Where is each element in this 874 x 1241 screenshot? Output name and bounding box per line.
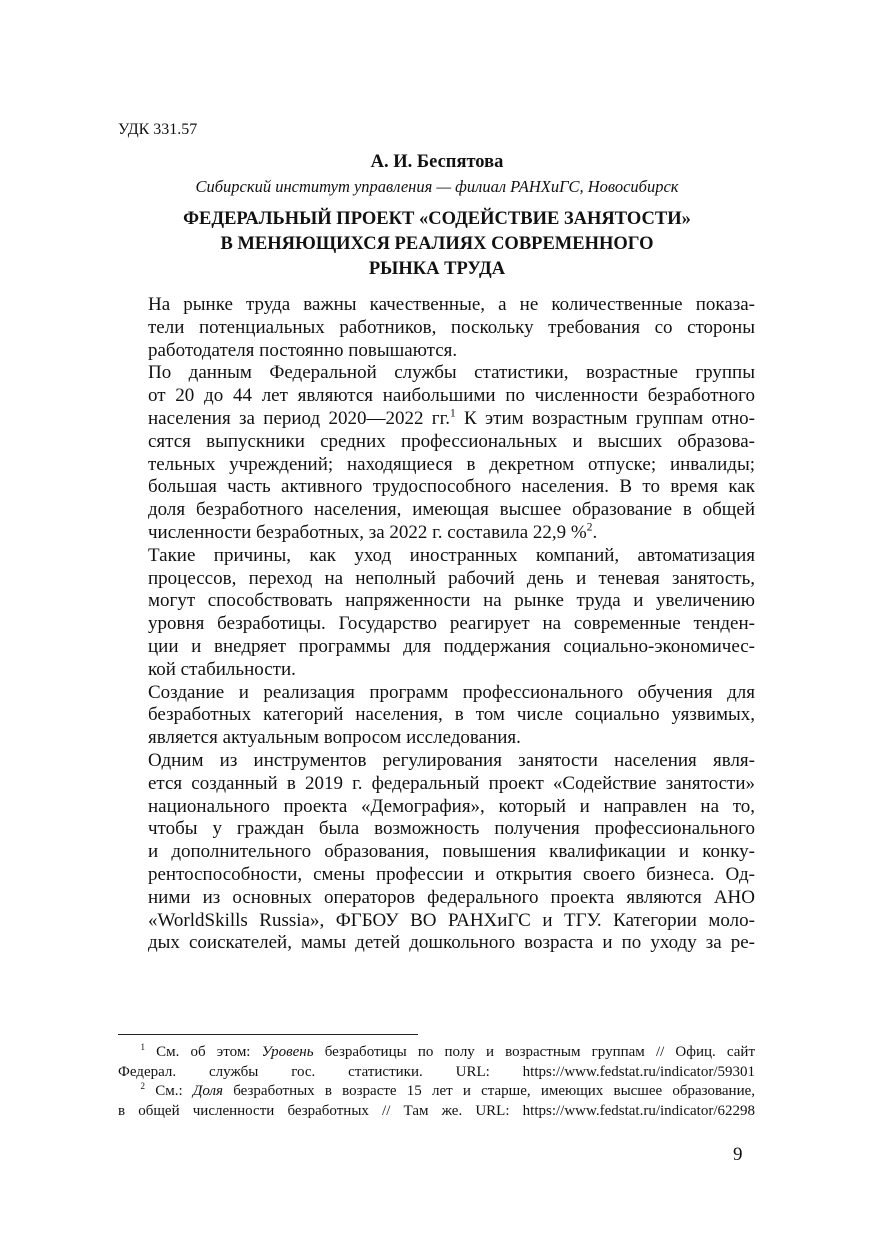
text-segment: . [592,521,598,543]
footnote-number: 2 [140,1081,145,1091]
text-line: ции и внедряет программы для поддержания социально-экономичес- [148,635,755,657]
paragraph-4 [118,682,755,750]
article-body [118,294,755,955]
text-line: ется созданный в 2019 г. федеральный проект «Содействие занятости» [148,772,755,794]
footnote-ref-1[interactable]: 1 [450,407,456,420]
text-line: процессов, переход на неполный рабочий день и теневая занятость, [148,567,755,589]
text-line: Такие причины, как уход иностранных компаний, автоматизация [148,544,755,566]
paragraph-3 [118,545,755,682]
paragraph-2 [118,362,755,544]
text-line: и дополнительного образования, повышения квалификации и конку- [148,841,755,863]
article-title [100,207,774,282]
text-line: от 20 до 44 лет являются наибольшими по численности безработного [148,385,755,407]
footnote-separator [118,1034,418,1035]
text-line: чтобы у граждан была возможность получения профессионального [148,818,755,840]
text-line: По данным Федеральной службы статистики, возрастные группы [148,362,755,384]
title-line: ФЕДЕРАЛЬНЫЙ ПРОЕКТ «СОДЕЙСТВИЕ ЗАНЯТОСТИ» [183,209,691,229]
footnote-line [118,1082,755,1102]
text-line: доля безработного населения, имеющая высшее образование в общей [148,499,755,521]
footnote-1 [118,1043,755,1082]
text-segment: численности безработных, за 2022 г. составила 22,9 % [148,521,587,543]
text-line [118,408,755,431]
text-segment: См. об этом: [145,1044,262,1060]
text-segment-italic: Уровень [261,1044,314,1060]
paragraph-5 [118,750,755,955]
text-line: безработных категорий населения, в том числе социально уязвимых, [148,704,755,726]
udk-code: УДК 331.57 [118,121,198,138]
footnote-line: в общей численности безработных // Там же. URL: https://www.fedstat.ru/indicator/62298 [118,1102,755,1119]
text-segment: безработицы по полу и возрастным группам // Офиц. сайт [313,1044,755,1060]
text-line: сятся выпускники средних профессиональных и высших образова- [148,430,755,452]
text-line: тели потенциальных работников, поскольку требования со стороны [148,316,755,338]
text-segment: См.: [145,1083,193,1099]
footnote-line: Федерал. службы гос. статистики. URL: https://www.fedstat.ru/indicator/59301 [118,1063,755,1080]
text-line: Создание и реализация программ профессионального обучения для [148,681,755,703]
text-line: уровня безработицы. Государство реагирует на современные тенден- [148,613,755,635]
text-segment: безработных в возрасте 15 лет и старше, имеющих высшее образование, [223,1083,756,1099]
title-line: РЫНКА ТРУДА [368,259,506,279]
text-line: кой стабильности. [148,658,296,680]
text-line: ними из основных операторов федерального проекта являются АНО [148,886,755,908]
footnote-ref-2[interactable]: 2 [586,521,593,534]
text-line: могут способствовать напряженности на рынке труда и увеличению [148,590,755,612]
text-segment: населения за период 2020—2022 гг. [148,407,450,429]
text-line [118,522,755,545]
text-line: На рынке труда важны качественные, а не количественные показа- [148,294,755,315]
paragraph-1 [118,294,755,362]
text-line: работодателя постоянно повышаются. [148,339,458,361]
text-line: тельных учреждений; находящиеся в декретном отпуске; инвалиды; [148,453,755,475]
text-segment: К этим возрастным группам отно- [455,407,755,429]
footnote-number: 1 [140,1042,145,1052]
page-number: 9 [733,1144,743,1165]
text-line: большая часть активного трудоспособного населения. В то время как [148,476,755,498]
author-affiliation: Сибирский институт управления — филиал РАНХиГС, Новосибирск [195,177,679,196]
author-name: А. И. Беспятова [370,152,504,172]
text-line: «WorldSkills Russia», ФГБОУ ВО РАНХиГС и ТГУ. Категории моло- [148,909,755,931]
footnote-line [118,1043,755,1063]
footnote-2 [118,1082,755,1121]
title-line: В МЕНЯЮЩИХСЯ РЕАЛИЯХ СОВРЕМЕННОГО [220,234,654,254]
text-line: является актуальным вопросом исследования. [148,727,521,749]
text-line: национального проекта «Демография», который и направлен на то, [148,795,755,817]
text-line: Одним из инструментов регулирования занятости населения явля- [148,749,755,771]
text-line: дых соискателей, мамы детей дошкольного возраста и по уходу за ре- [148,932,755,954]
text-line: рентоспособности, смены профессии и открытия своего бизнеса. Од- [148,863,755,885]
text-segment-italic: Доля [192,1083,224,1099]
